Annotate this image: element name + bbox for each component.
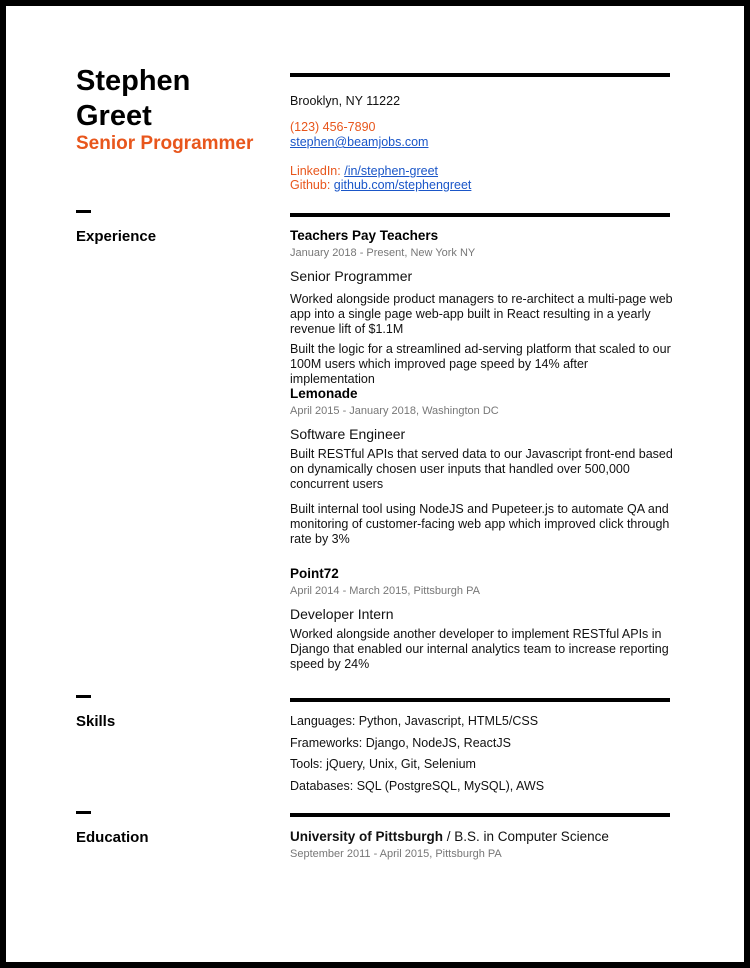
job-bullet: Built internal tool using NodeJS and Pupeteer.js to automate QA and monitoring of customer-facing web app which improved click through rate by 3% (290, 502, 670, 546)
skill-item: Tools: jQuery, Unix, Git, Selenium (290, 757, 476, 771)
job-role: Developer Intern (290, 606, 394, 622)
linkedin-label: LinkedIn: (290, 164, 341, 178)
education-rule (290, 813, 670, 817)
header-rule (290, 73, 670, 77)
skills-dash (76, 695, 91, 698)
candidate-name (76, 64, 190, 134)
job-bullet: Worked alongside another developer to implement RESTful APIs in Django that enabled our internal analytics team to increase reporting speed by 24% (290, 627, 669, 671)
experience-rule (290, 213, 670, 217)
github-label: Github: (290, 178, 331, 192)
education-date: September 2011 - April 2015, Pittsburgh PA (290, 848, 502, 860)
school-name: University of Pittsburgh (290, 829, 444, 844)
job-bullet: Worked alongside product managers to re-architect a multi-page web app into a single page web-app built in React resulting in a yearly revenue lift of $1.1M (290, 292, 673, 336)
github-link[interactable]: github.com/stephengreet (333, 178, 472, 192)
skill-item: Frameworks: Django, NodeJS, ReactJS (290, 736, 511, 750)
email-row (290, 135, 428, 150)
resume-page (6, 6, 744, 962)
github-row (290, 178, 471, 193)
job-role: Senior Programmer (290, 268, 413, 284)
email-link[interactable]: stephen@beamjobs.com (290, 135, 429, 149)
skills-heading: Skills (76, 713, 116, 730)
job-title: Senior Programmer (76, 133, 254, 154)
first-name: Stephen (76, 65, 191, 97)
degree: / B.S. in Computer Science (443, 829, 609, 844)
job-date: January 2018 - Present, New York NY (290, 247, 476, 259)
last-name: Greet (76, 100, 152, 132)
experience-dash (76, 210, 91, 213)
job-company: Point72 (290, 566, 339, 581)
linkedin-link[interactable]: /in/stephen-greet (344, 164, 439, 178)
skills-rule (290, 698, 670, 702)
job-role: Software Engineer (290, 426, 406, 442)
job-bullet: Built RESTful APIs that served data to our Javascript front-end based on dynamically chosen user inputs that handled over 500,000 concurrent users (290, 447, 673, 491)
job-company: Lemonade (290, 386, 358, 401)
job-bullet: Built the logic for a streamlined ad-serving platform that scaled to our 100M users which improved page speed by 14% after implementation (290, 342, 671, 386)
job-company: Teachers Pay Teachers (290, 228, 439, 243)
education-heading: Education (76, 829, 149, 846)
education-dash (76, 811, 91, 814)
phone: (123) 456-7890 (290, 120, 376, 134)
job-date: April 2014 - March 2015, Pittsburgh PA (290, 585, 480, 597)
education-entry (290, 829, 609, 844)
skill-item: Databases: SQL (PostgreSQL, MySQL), AWS (290, 779, 545, 793)
address: Brooklyn, NY 11222 (290, 94, 401, 108)
job-date: April 2015 - January 2018, Washington DC (290, 405, 499, 417)
experience-heading: Experience (76, 228, 157, 245)
skill-item: Languages: Python, Javascript, HTML5/CSS (290, 714, 539, 728)
linkedin-row (290, 164, 438, 179)
